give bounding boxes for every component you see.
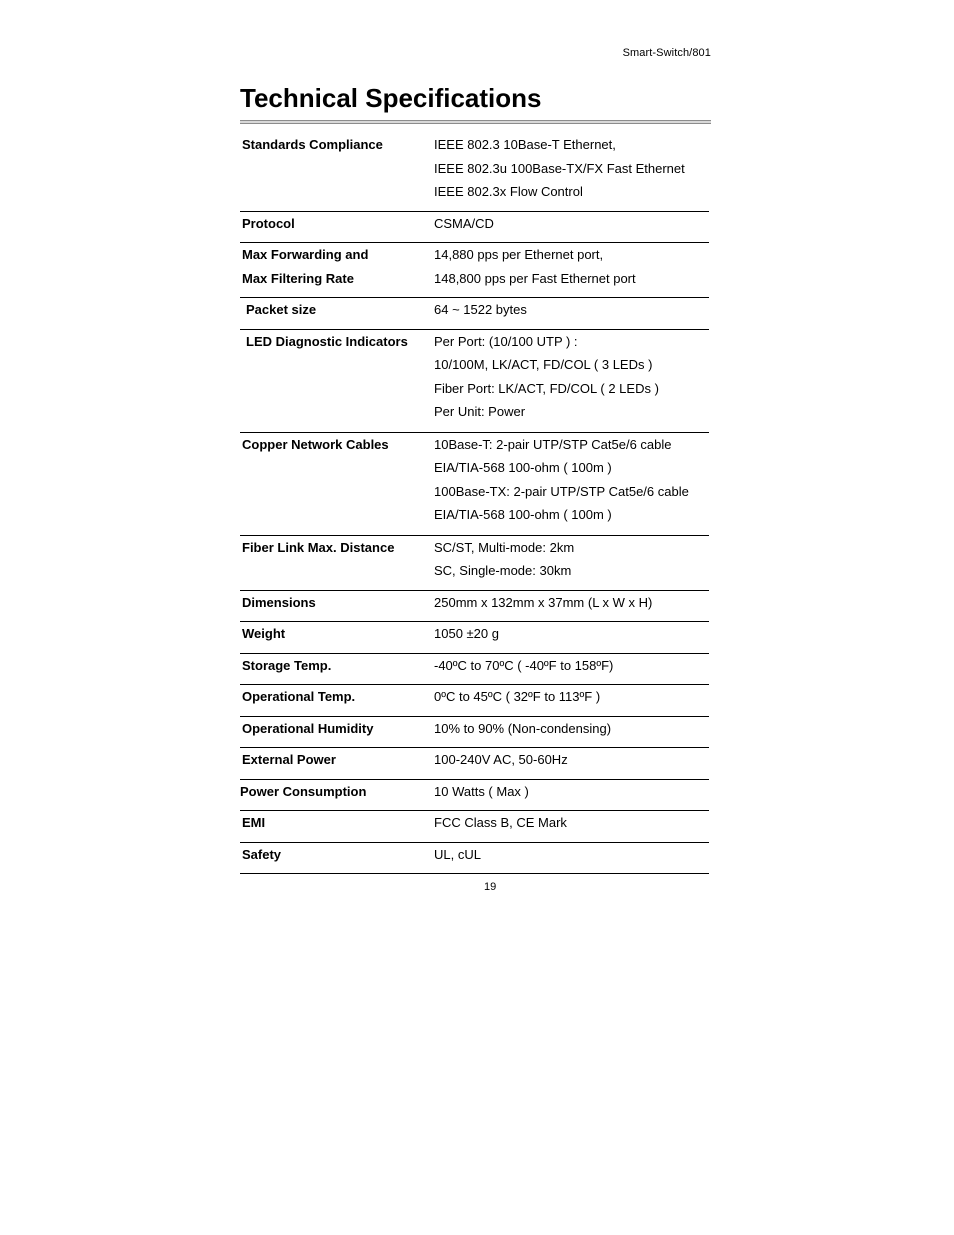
spec-row-max-forwarding-rate [240,243,709,298]
spec-value: 14,880 pps per Ethernet port, 148,800 pps per Fast Ethernet port [434,247,636,286]
spec-row-dimensions [240,591,709,623]
spec-row-operational-temp [240,685,709,717]
spec-value: 1050 ±20 g [434,626,499,641]
running-header: Smart-Switch/801 [622,47,711,59]
spec-label: Power Consumption [240,783,367,799]
spec-row-standards-compliance [240,133,709,212]
spec-value: -40ºC to 70ºC ( -40ºF to 158ºF) [434,657,614,673]
spec-row-copper-cables [240,433,709,536]
spec-label: Safety [242,846,282,862]
spec-label: Protocol [242,215,295,231]
spec-row-led-indicators [240,330,709,433]
spec-value: SC/ST, Multi-mode: 2km SC, Single-mode: 30km [434,539,575,578]
spec-label: Copper Network Cables [242,436,389,452]
page-title: Technical Specifications [240,83,542,113]
spec-row-external-power [240,748,709,780]
spec-label: Max Forwarding and Max Filtering Rate [242,247,369,286]
spec-row-packet-size [240,298,709,330]
spec-label: Storage Temp. [242,657,332,673]
spec-value: Per Port: (10/100 UTP ) : 10/100M, LK/ACT, FD/COL ( 3 LEDs ) Fiber Port: LK/ACT, FD/COL ( 2 LEDs ) Per Unit: Power [434,333,659,419]
spec-value: FCC Class B, CE Mark [434,815,567,830]
spec-value: 100-240V AC, 50-60Hz [434,752,568,767]
page-number: 19 [484,881,497,893]
spec-value: 10% to 90% (Non-condensing) [434,720,612,736]
spec-row-weight [240,622,709,654]
spec-row-protocol [240,212,709,244]
spec-value: 250mm x 132mm x 37mm (L x W x H) [434,594,653,610]
spec-value: CSMA/CD [434,215,494,231]
spec-value: 10Base-T: 2-pair UTP/STP Cat5e/6 cable EIA/TIA-568 100-ohm ( 100m ) 100Base-TX: 2-pair UTP/STP Cat5e/6 cable EIA/TIA-568 100-ohm ( 100m ) [434,436,689,522]
spec-value: 0ºC to 45ºC ( 32ºF to 113ºF ) [434,689,601,704]
spec-label: Fiber Link Max. Distance [242,539,395,555]
spec-value: 64 ~ 1522 bytes [434,302,527,317]
spec-value: 10 Watts ( Max ) [434,783,529,799]
spec-label: Operational Temp. [242,689,356,704]
spec-row-operational-humidity [240,717,709,749]
spec-row-storage-temp [240,654,709,686]
spec-label: Packet size [246,302,317,317]
spec-value: IEEE 802.3 10Base-T Ethernet, IEEE 802.3u 100Base-TX/FX Fast Ethernet IEEE 802.3x Flow Control [434,137,685,199]
spec-label: Standards Compliance [242,137,383,152]
spec-label: External Power [242,752,336,767]
spec-value: UL, cUL [434,846,481,862]
spec-row-safety [240,843,709,875]
spec-row-power-consumption [240,780,709,812]
spec-row-fiber-distance [240,536,709,591]
title-rule [240,120,711,124]
spec-label: Dimensions [242,594,316,610]
spec-label: Operational Humidity [242,720,374,736]
spec-label: Weight [242,626,286,641]
spec-label: LED Diagnostic Indicators [246,333,408,349]
spec-label: EMI [242,815,266,830]
spec-table [240,133,709,874]
spec-row-emi [240,811,709,843]
